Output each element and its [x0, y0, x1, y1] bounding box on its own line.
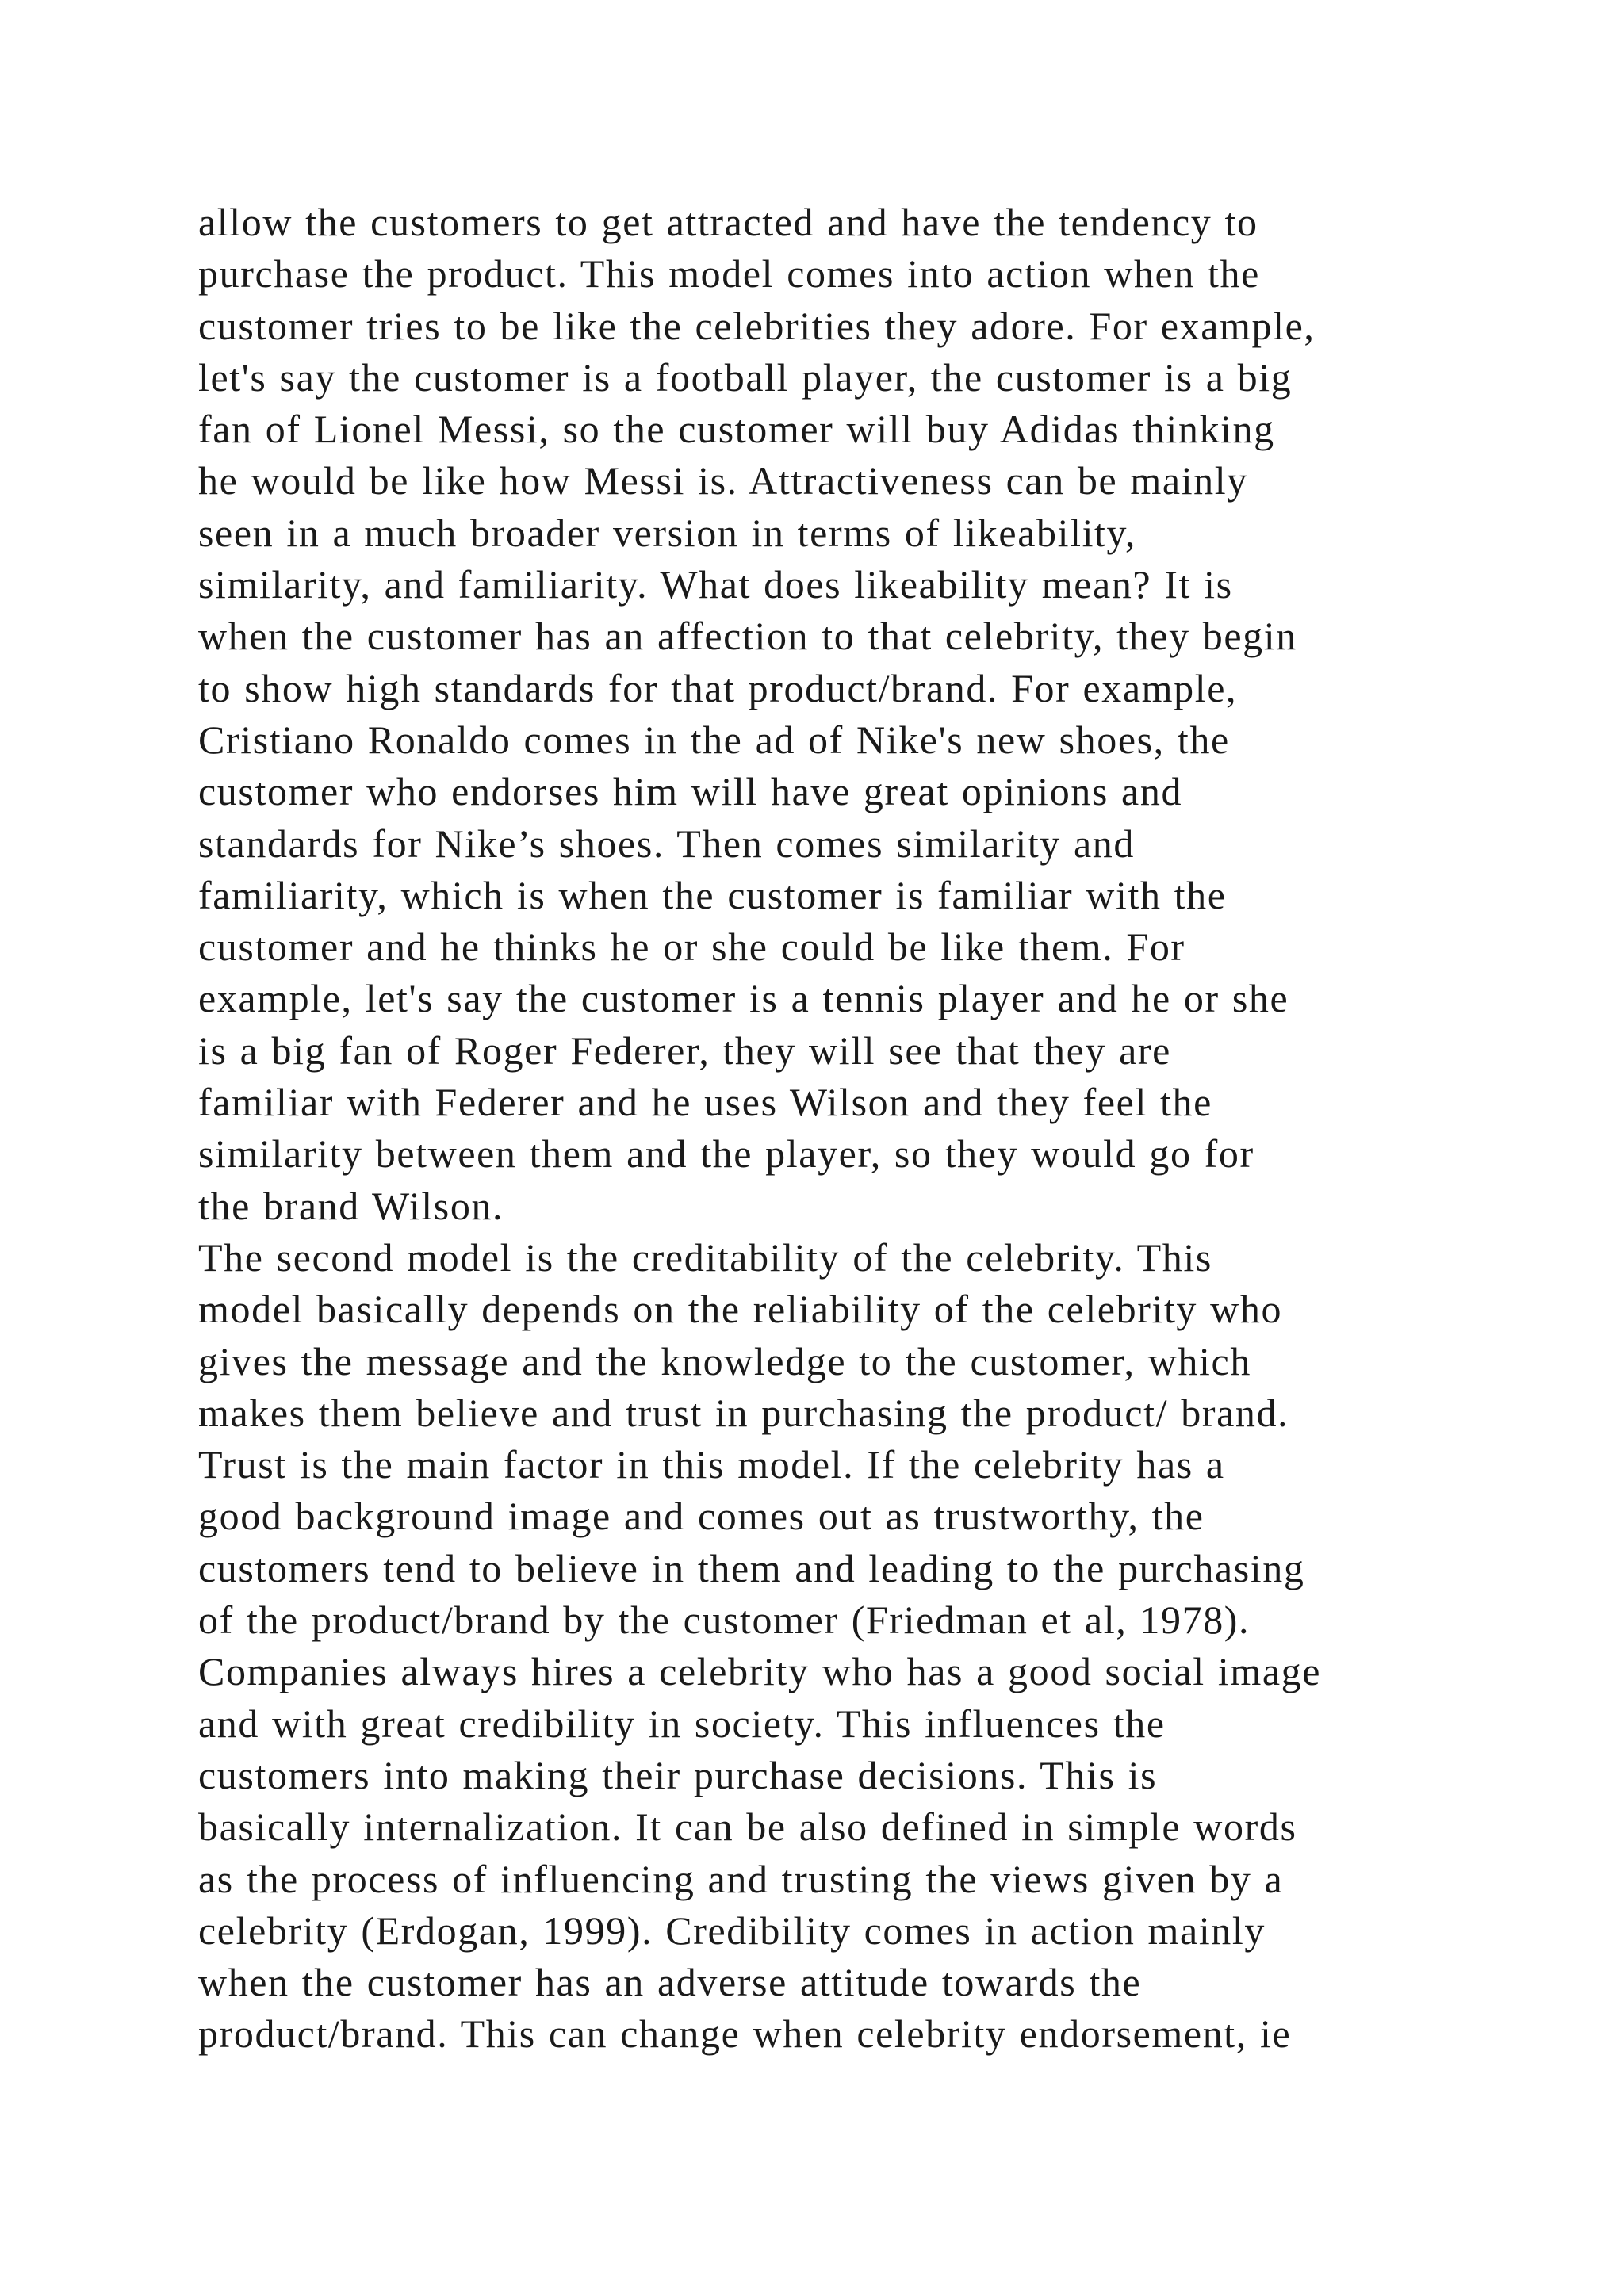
text-line: similarity between them and the player, so they would go for: [198, 1131, 1254, 1177]
text-line: Trust is the main factor in this model. If the celebrity has a: [198, 1442, 1225, 1487]
text-line: seen in a much broader version in terms of likeability,: [198, 510, 1137, 555]
text-line: makes them believe and trust in purchasing the product/ brand.: [198, 1390, 1289, 1435]
text-line: purchase the product. This model comes into action when the: [198, 251, 1260, 297]
text-line: celebrity (Erdogan, 1999). Credibility comes in action mainly: [198, 1908, 1266, 1953]
text-line: and with great credibility in society. This influences the: [198, 1701, 1166, 1746]
text-line: the brand Wilson.: [198, 1183, 504, 1228]
text-line: fan of Lionel Messi, so the customer will buy Adidas thinking: [198, 407, 1275, 452]
text-line: customers into making their purchase decisions. This is: [198, 1752, 1158, 1797]
text-line: The second model is the creditability of the celebrity. This: [198, 1234, 1212, 1280]
text-line: he would be like how Messi is. Attractiveness can be mainly: [198, 458, 1248, 503]
body-text: [198, 197, 1546, 2061]
text-line: basically internalization. It can be also defined in simple words: [198, 1804, 1297, 1850]
text-line: similarity, and familiarity. What does likeability mean? It is: [198, 562, 1233, 607]
text-line: customer who endorses him will have great opinions and: [198, 769, 1183, 814]
text-line: good background image and comes out as trustworthy, the: [198, 1494, 1205, 1539]
text-line: gives the message and the knowledge to the customer, which: [198, 1338, 1251, 1383]
text-line: model basically depends on the reliability of the celebrity who: [198, 1287, 1283, 1332]
text-line: customers tend to believe in them and leading to the purchasing: [198, 1545, 1305, 1590]
text-line: when the customer has an affection to that celebrity, they begin: [198, 614, 1297, 659]
text-line: as the process of influencing and trusting the views given by a: [198, 1856, 1284, 1901]
text-line: let's say the customer is a football player, the customer is a big: [198, 354, 1293, 400]
text-line: is a big fan of Roger Federer, they will see that they are: [198, 1027, 1171, 1073]
text-line: of the product/brand by the customer (Friedman et al, 1978).: [198, 1598, 1251, 1643]
text-line: when the customer has an adverse attitude towards the: [198, 1960, 1142, 2005]
text-line: Cristiano Ronaldo comes in the ad of Nike's new shoes, the: [198, 717, 1230, 762]
text-line: product/brand. This can change when celebrity endorsement, ie: [198, 2011, 1292, 2057]
text-line: example, let's say the customer is a tennis player and he or she: [198, 976, 1289, 1021]
text-line: Companies always hires a celebrity who has a good social image: [198, 1649, 1322, 1694]
text-line: to show high standards for that product/brand. For example,: [198, 665, 1238, 710]
text-line: familiar with Federer and he uses Wilson and they feel the: [198, 1080, 1212, 1125]
text-line: allow the customers to get attracted and have the tendency to: [198, 200, 1258, 244]
text-line: customer tries to be like the celebrities they adore. For example,: [198, 303, 1316, 348]
text-line: customer and he thinks he or she could be like them. For: [198, 924, 1185, 970]
text-line: standards for Nike’s shoes. Then comes similarity and: [198, 821, 1136, 866]
text-line: familiarity, which is when the customer is familiar with the: [198, 872, 1227, 917]
